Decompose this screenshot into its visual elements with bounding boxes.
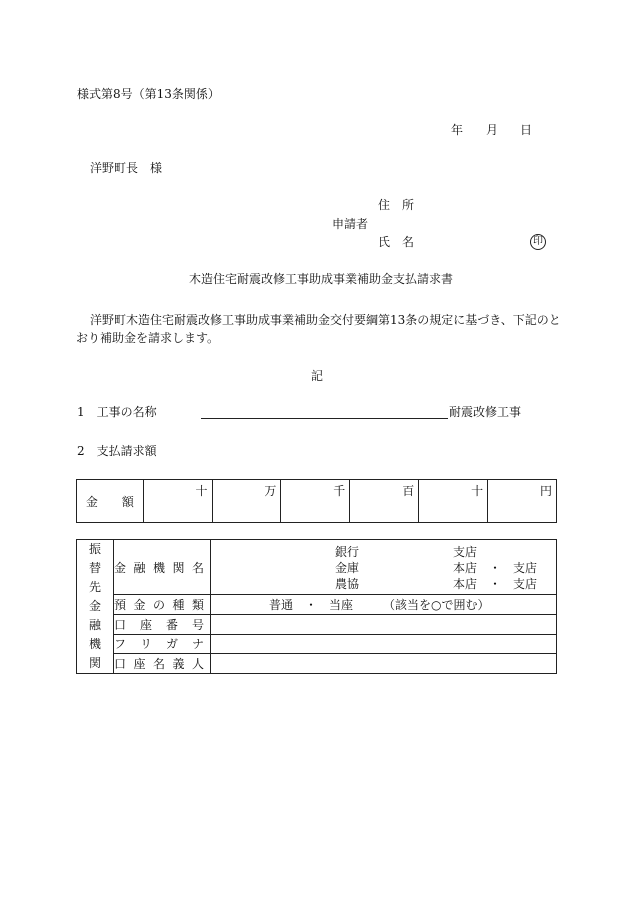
applicant-label: 申請者 — [332, 217, 369, 231]
item2-label: 2 支払請求額 — [77, 444, 157, 458]
body-text-line2: おり補助金を請求します。 — [76, 331, 220, 345]
furigana-field[interactable] — [211, 634, 557, 654]
branch-line2: 本店 ・ 支店 — [453, 561, 538, 576]
type-bank: 銀行 — [335, 545, 360, 560]
digit-cell[interactable]: 千 — [281, 480, 350, 523]
account-holder-label: 口 座 名 義 人 — [114, 654, 211, 674]
account-holder-field[interactable] — [211, 654, 557, 674]
digit-cell[interactable]: 円 — [488, 480, 557, 523]
date-day: 日 — [520, 123, 533, 137]
furigana-label: フ リ ガ ナ — [114, 634, 211, 654]
date-month: 月 — [486, 123, 499, 137]
branch-line1: 支店 — [453, 545, 478, 560]
ki-heading: 記 — [311, 369, 324, 383]
branch-line3: 本店 ・ 支店 — [453, 577, 538, 592]
type-shinkin: 金庫 — [335, 561, 360, 576]
form-number: 様式第8号（第13条関係） — [77, 87, 220, 101]
account-number-field[interactable] — [211, 614, 557, 634]
amount-table — [76, 479, 557, 523]
institution-name-field[interactable] — [211, 540, 557, 595]
deposit-type-label: 預 金 の 種 類 — [114, 595, 211, 615]
deposit-type-field[interactable]: 普通 ・ 当座 （該当を○で囲む） — [211, 595, 557, 615]
digit-cell[interactable]: 百 — [350, 480, 419, 523]
amount-label: 金 額 — [77, 480, 144, 523]
bank-table — [76, 539, 557, 674]
document-title: 木造住宅耐震改修工事助成事業補助金支払請求書 — [189, 272, 454, 286]
address-label: 住 所 — [378, 198, 415, 212]
body-text-line1: 洋野町木造住宅耐震改修工事助成事業補助金交付要綱第13条の規定に基づき、下記のと — [90, 313, 561, 327]
date-year: 年 — [451, 123, 464, 137]
item1-label: 1 工事の名称 — [77, 405, 157, 419]
digit-cell[interactable]: 万 — [212, 480, 281, 523]
bank-side-label: 振 替 先 金 融 機 関 — [77, 540, 114, 674]
digit-cell[interactable]: 十 — [143, 480, 212, 523]
seal-mark: 印 — [530, 234, 546, 250]
addressee: 洋野町長 様 — [90, 161, 163, 175]
digit-cell[interactable]: 十 — [419, 480, 488, 523]
account-number-label: 口 座 番 号 — [114, 614, 211, 634]
institution-name-label: 金 融 機 関 名 — [114, 540, 211, 595]
item1-underline — [201, 418, 448, 419]
name-label: 氏 名 — [378, 235, 415, 249]
item1-suffix: 耐震改修工事 — [449, 405, 522, 419]
type-nokyo: 農協 — [335, 577, 360, 592]
